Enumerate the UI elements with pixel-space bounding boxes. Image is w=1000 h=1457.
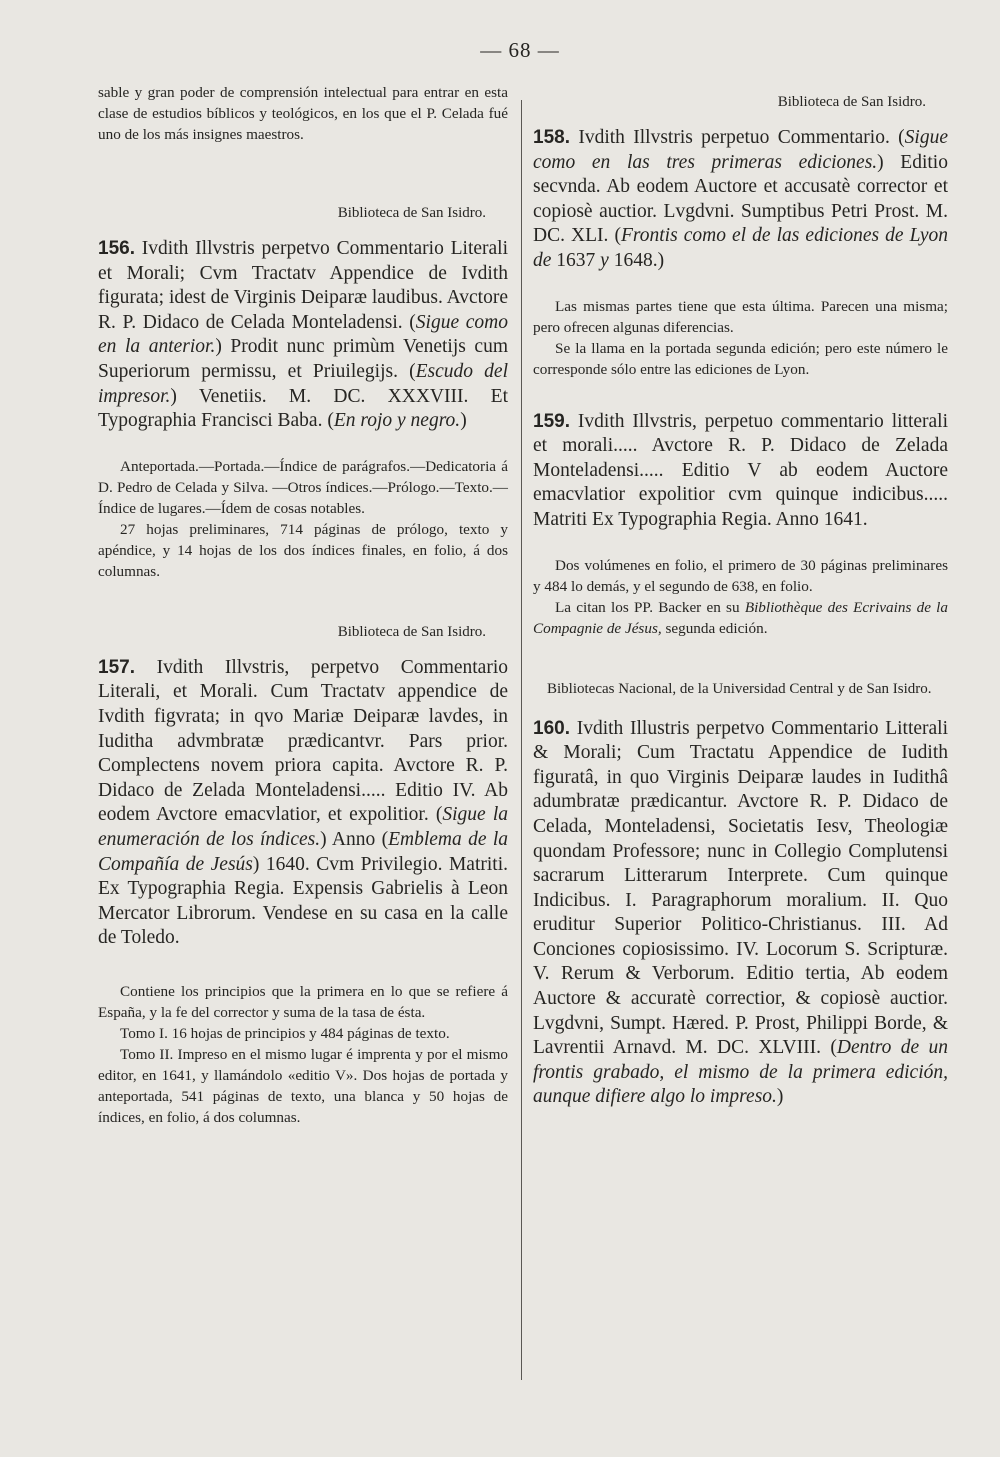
entry-160-number: 160. — [533, 717, 570, 739]
entry-157-title: 157. Ivdith Illvstris, perpetvo Commentario Literali, et Morali. Cum Tractatv appendice de Ivdith figvrata; in qvo Mariæ Deiparæ lavdes, in Iuditha advmbratæ prædicantvr. Pars prior. Complectens novem priora capita. Avctore R. P. Didaco de Zelada Monteladensi..... Editio IV. Ab eodem Avctore emacvlatior, et expolitior. (Sigue la enumeración de los índices.) Anno (Emblema de la Compañía de Jesús) 1640. Cvm Privilegio. Matriti. Ex Typographia Regia. Expensis Gabrielis à Leon Mercator Librorum. Vendese en su casa en la calle de Toledo. — [98, 656, 509, 949]
entry-160-title: 160. Ivdith Illustris perpetvo Commentario Litterali & Morali; Cum Tractatu Appendice de Iudith figuratâ, in quo Virginis Deiparæ laudes in Iudithâ adumbratæ prædicantur. Avctore R. P. Didaco de Celada, Monteladensi, Societatis Iesv, Theologiæ quondam Professore; nunc in Collegio Complutensi sacrarum Litterarum Interprete. Cum quinque Indicibus. I. Paragraphorum moralium. II. Quo eruditur Superior Politico-Christianus. III. Ad Conciones copiosissimo. IV. Locorum S. Scripturæ. V. Rerum & Verborum. Editio tertia, Ab eodem Auctore & accuratè correctior, & copiosè auctior. Lvgdvni, Sumpt. Hæred. P. Prost, Philippi Borde, & Lavrentii Arnavd. M. DC. XLVIII. (Dentro de un frontis grabado, el mismo de la primera edición, aunque difiere algo lo impreso.) — [533, 717, 948, 1108]
entry-158-library: Biblioteca de San Isidro. — [777, 94, 926, 110]
left-column — [98, 82, 508, 1128]
entry-156-library: Biblioteca de San Isidro. — [337, 205, 486, 221]
entry-157-library: Biblioteca de San Isidro. — [337, 623, 486, 640]
entry-158-description: Las mismas partes tiene que esta última. Parecen una misma; pero ofrecen algunas diferencias. — [533, 297, 948, 336]
entry-159-description: Dos volúmenes en folio, el primero de 30 páginas preliminares y 484 lo demás, y el segundo de 638, en folio. — [533, 556, 948, 595]
column-divider — [521, 100, 522, 1380]
entry-158-note: Se la llama en la portada segunda edición; pero este número le corresponde sólo entre las ediciones de Lyon. — [533, 339, 948, 378]
entry-157-description: Contiene los principios que la primera en lo que se refiere á España, y la fe del corrector y suma de la tasa de ésta. — [98, 982, 508, 1021]
entry-156-note: 27 hojas preliminares, 714 páginas de prólogo, texto y apéndice, y 14 hojas de los dos índices finales, en folio, á dos columnas. — [98, 520, 508, 580]
entry-157-tomo-2: Tomo II. Impreso en el mismo lugar é imprenta y por el mismo editor, en 1641, y llamándolo «editio V». Dos hojas de portada y anteportada, 541 páginas de texto, una blanca y 50 hojas de índices, en folio, á dos columnas. — [98, 1045, 508, 1126]
entry-156-title: 156. Ivdith Illvstris perpetvo Commentario Literali et Morali; Cvm Tractatv Appendice de Ivdith figurata; idest de Virginis Deiparæ laudibus. Avctore R. P. Didaco de Celada Monteladensi. (Sigue como en la anterior.) Prodit nunc primùm Venetijs cum Superiorum permissu, et Priuilegijs. (Escudo del impresor.) Venetiis. M. DC. XXXVIII. Et Typographia Francisci Baba. (En rojo y negro.) — [98, 238, 509, 432]
page-number: — 68 — — [480, 38, 560, 62]
entry-159-title: 159. Ivdith Illvstris, perpetuo commentario litterali et morali..... Avctore R. P. Didaco de Zelada Monteladensi..... Editio V ab eodem Auctore emacvlatior expolitior cvm quinque indicibus..... Matriti Ex Typographia Regia. Anno 1641. — [533, 410, 949, 530]
entry-157-number: 157. — [98, 656, 135, 678]
entry-157-tomo-1: Tomo I. 16 hojas de principios y 484 páginas de texto. — [120, 1024, 450, 1042]
entry-156-number: 156. — [98, 238, 135, 259]
intro-paragraph: sable y gran poder de comprensión intelectual para entrar en esta clase de estudios bíblicos y teológicos, en los que el P. Celada fué uno de los más insignes maestros. — [98, 84, 508, 143]
right-column — [533, 82, 948, 1110]
entry-158-number: 158. — [533, 127, 570, 148]
entry-158-title: 158. Ivdith Illvstris perpetuo Commentario. (Sigue como en las tres primeras ediciones.) Editio secvnda. Ab eodem Auctore et accusatè corrector et copiosè auctior. Lvgdvni. Sumptibus Petri Prost. M. DC. XLI. (Frontis como el de las ediciones de Lyon de 1637 y 1648.) — [533, 127, 949, 271]
entry-159-number: 159. — [533, 410, 570, 432]
entry-159-note: La citan los PP. Backer en su Bibliothèque des Ecrivains de la Compagnie de Jésus, segunda edición. — [533, 598, 948, 637]
entry-160-library: Bibliotecas Nacional, de la Universidad Central y de San Isidro. — [547, 680, 932, 697]
entry-156-description: Anteportada.—Portada.—Índice de parágrafos.—Dedicatoria á D. Pedro de Celada y Silva. —Otros índices.—Prólogo.—Texto.— Índice de lugares.—Ídem de cosas notables. — [98, 457, 508, 517]
